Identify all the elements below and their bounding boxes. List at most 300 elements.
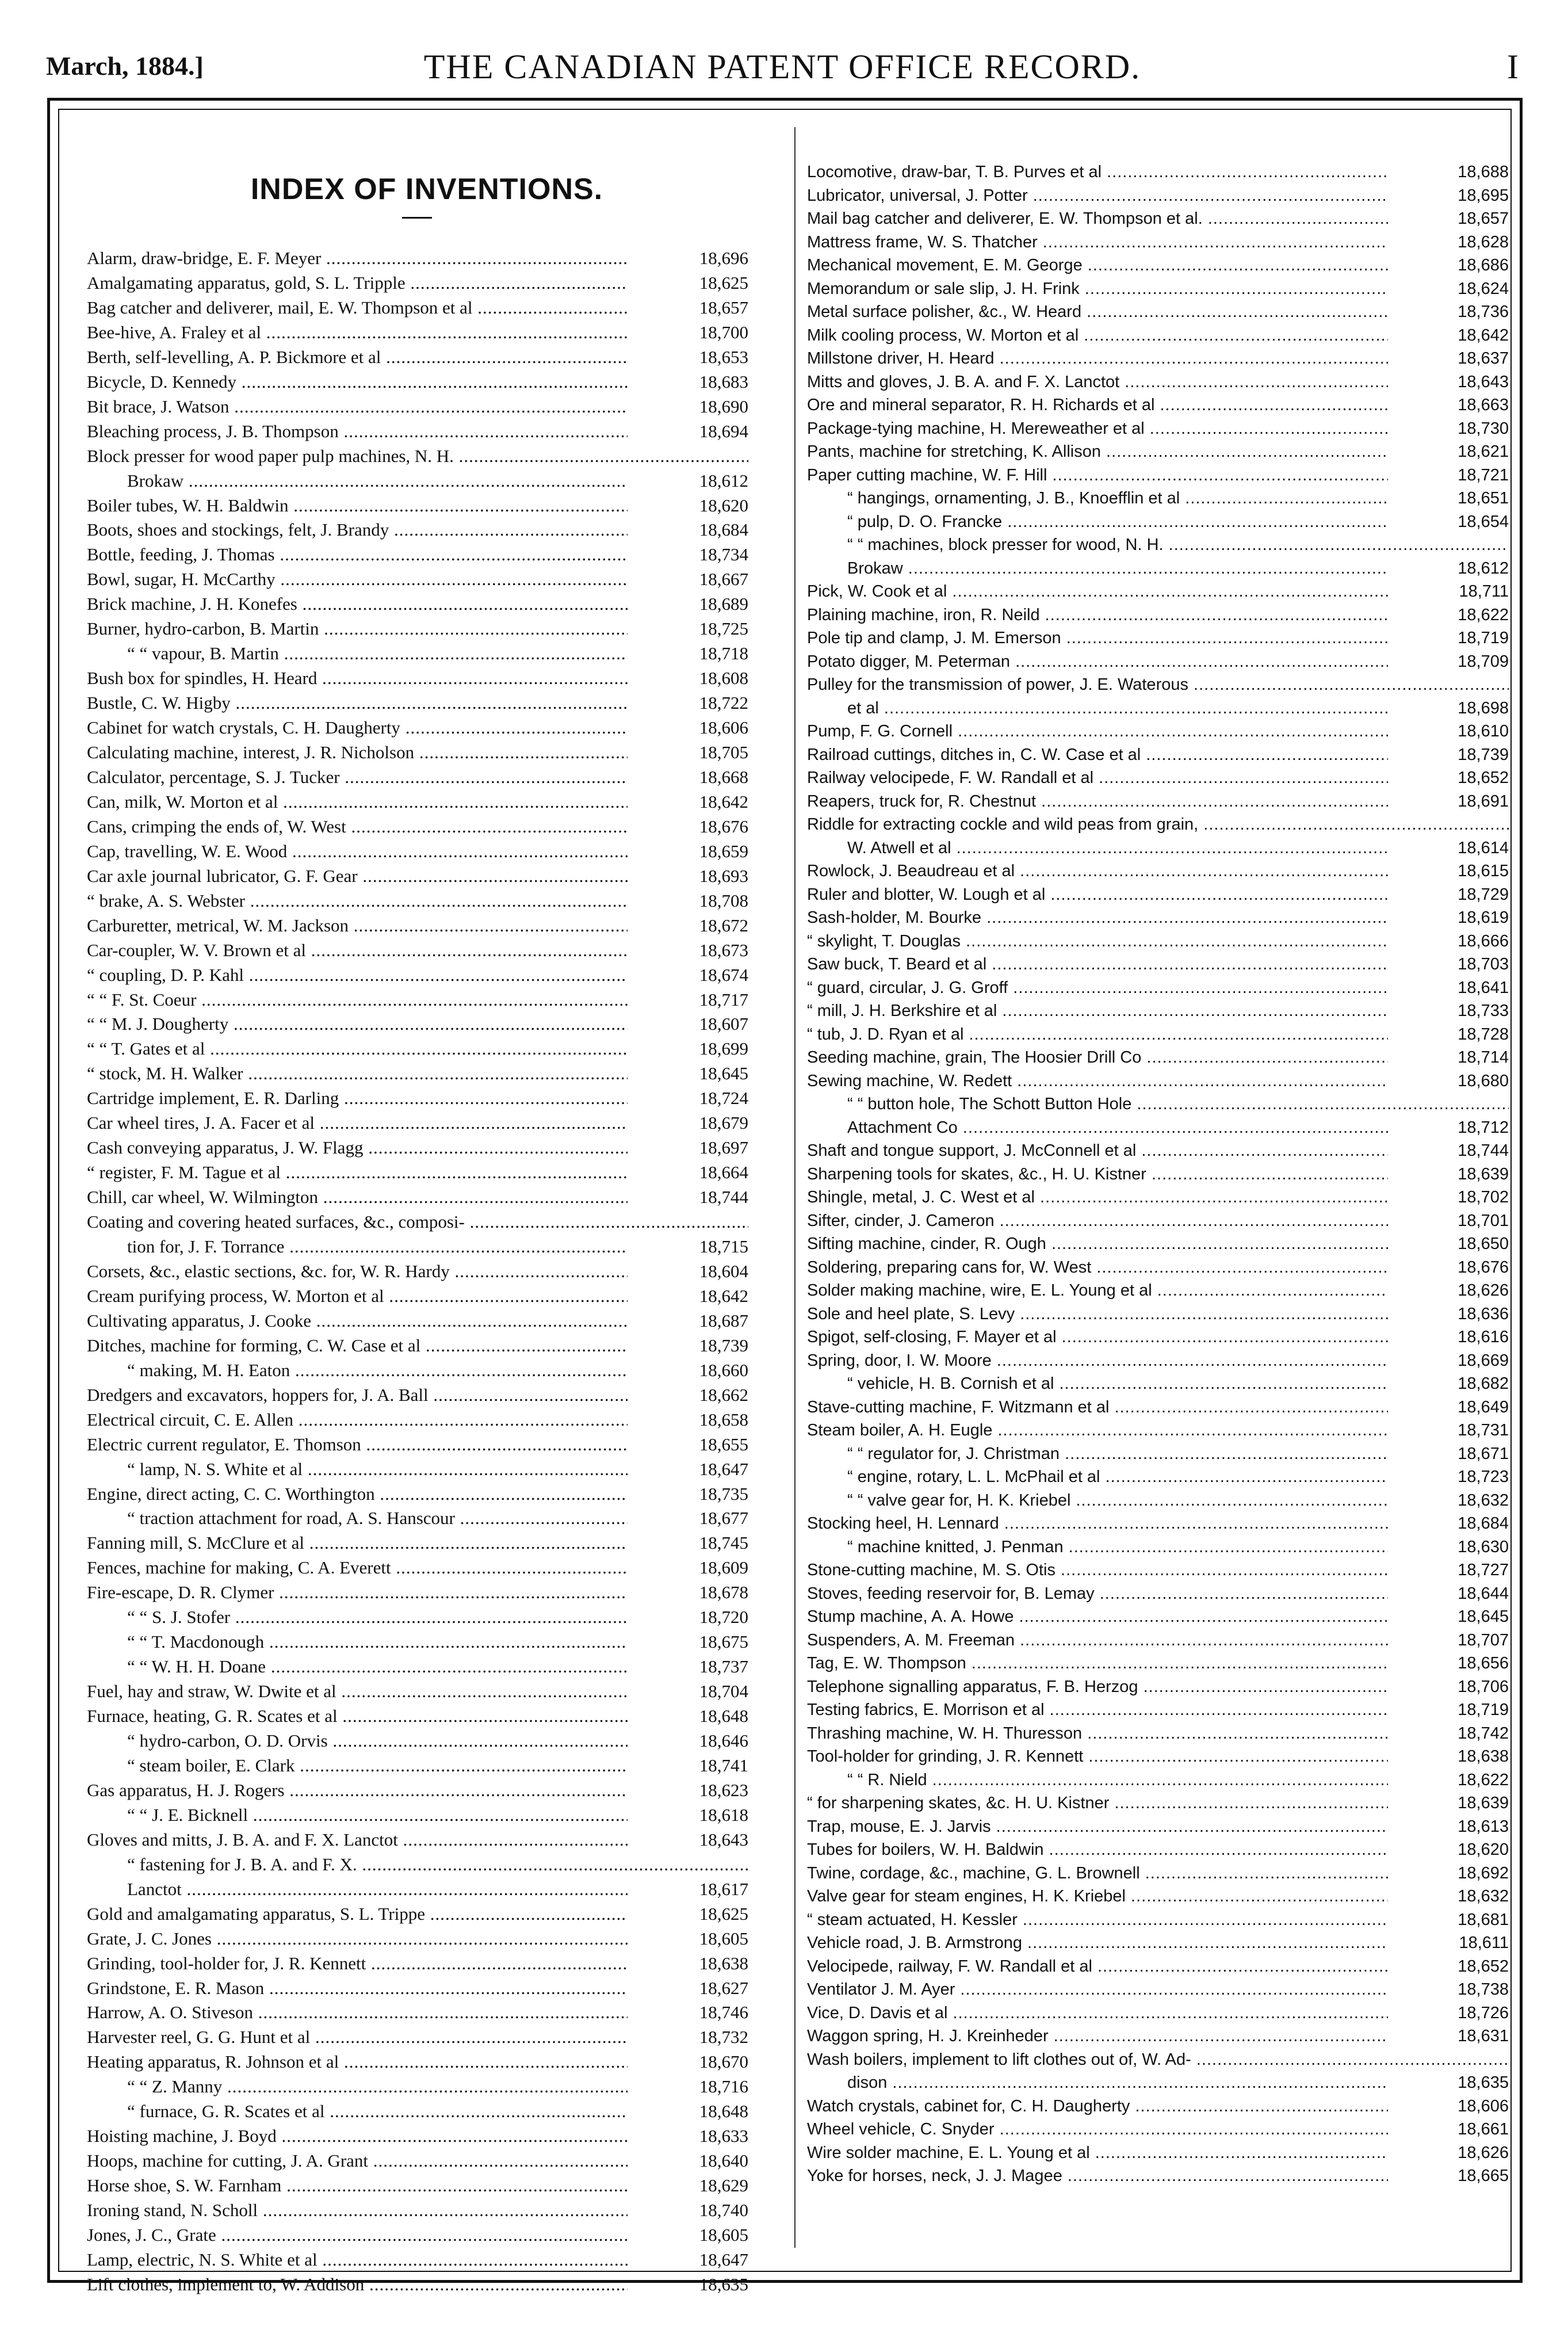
index-entry bbox=[87, 1507, 748, 1530]
entry-text: Fire-escape, D. R. Clymer ..... bbox=[87, 1581, 628, 1604]
entry-text: Car wheel tires, J. A. Facer et al ..... bbox=[87, 1112, 628, 1135]
index-entry bbox=[87, 1210, 748, 1233]
entry-text: Yoke for horses, neck, J. J. Magee ..... bbox=[807, 2164, 1388, 2187]
entry-text: Steam boiler, A. H. Eugle ..... bbox=[807, 1419, 1388, 1442]
entry-text: dison ..... bbox=[847, 2071, 1388, 2094]
patent-number: 18,746 bbox=[699, 2002, 748, 2023]
entry-text: Metal surface polisher, &c., W. Heard ..... bbox=[807, 300, 1388, 323]
patent-number: 18,647 bbox=[699, 2249, 748, 2270]
patent-number: 18,691 bbox=[1458, 792, 1509, 811]
patent-number: 18,643 bbox=[699, 1829, 748, 1850]
index-entry bbox=[807, 1489, 1509, 1512]
index-entry bbox=[87, 568, 748, 591]
entry-text: “ brake, A. S. Webster ..... bbox=[87, 889, 628, 912]
index-entry bbox=[807, 1908, 1509, 1931]
entry-text: Grindstone, E. R. Mason ..... bbox=[87, 1977, 628, 2000]
patent-number: 18,610 bbox=[1458, 722, 1509, 740]
index-entry bbox=[87, 1952, 748, 1975]
index-entry bbox=[807, 231, 1509, 254]
patent-number: 18,651 bbox=[1458, 489, 1509, 507]
entry-text: “ furnace, G. R. Scates et al ..... bbox=[127, 2100, 628, 2123]
patent-number: 18,700 bbox=[699, 322, 748, 342]
patent-number: 18,717 bbox=[699, 989, 748, 1010]
index-entry bbox=[87, 1606, 748, 1629]
patent-number: 18,684 bbox=[1458, 1514, 1509, 1533]
patent-number: 18,606 bbox=[1458, 2096, 1509, 2115]
index-entry bbox=[807, 930, 1509, 953]
title-rule bbox=[402, 217, 432, 219]
index-entry bbox=[87, 1977, 748, 2000]
index-entry bbox=[807, 1769, 1509, 1792]
entry-text: Bleaching process, J. B. Thompson ..... bbox=[87, 420, 628, 443]
index-entry bbox=[87, 1779, 748, 1802]
patent-number: 18,702 bbox=[1458, 1188, 1509, 1206]
index-entry bbox=[807, 510, 1509, 533]
patent-number: 18,645 bbox=[699, 1063, 748, 1084]
entry-text: Sifting machine, cinder, R. Ough ..... bbox=[807, 1232, 1388, 1255]
patent-number: 18,612 bbox=[699, 470, 748, 491]
page-frame bbox=[47, 98, 1523, 2294]
patent-number: 18,664 bbox=[699, 1162, 748, 1183]
patent-number: 18,741 bbox=[699, 1755, 748, 1775]
patent-number: 18,621 bbox=[1458, 442, 1509, 461]
index-entry bbox=[807, 1023, 1509, 1046]
patent-number: 18,619 bbox=[1458, 908, 1509, 927]
patent-number: 18,614 bbox=[1458, 838, 1509, 857]
index-entry bbox=[87, 2100, 748, 2123]
index-entry bbox=[87, 1384, 748, 1407]
entry-text: Saw buck, T. Beard et al ..... bbox=[807, 953, 1388, 976]
index-entry bbox=[87, 420, 748, 443]
entry-text: Wire solder machine, E. L. Young et al ..... bbox=[807, 2141, 1388, 2164]
entry-text: “ guard, circular, J. G. Groff ..... bbox=[807, 976, 1388, 999]
entry-text: Gloves and mitts, J. B. A. and F. X. Lanctot ..... bbox=[87, 1828, 628, 1851]
patent-number: 18,676 bbox=[699, 816, 748, 837]
patent-number: 18,605 bbox=[699, 2225, 748, 2245]
index-entry bbox=[87, 1878, 748, 1901]
entry-text: Attachment Co ..... bbox=[847, 1116, 1388, 1139]
index-entry bbox=[87, 2075, 748, 2098]
patent-number: 18,643 bbox=[1458, 372, 1509, 391]
index-entry bbox=[87, 2125, 748, 2148]
patent-number: 18,626 bbox=[1458, 1281, 1509, 1300]
patent-number: 18,696 bbox=[699, 248, 748, 268]
index-entry bbox=[87, 1655, 748, 1678]
patent-number: 18,673 bbox=[699, 939, 748, 960]
index-entry bbox=[807, 1582, 1509, 1605]
index-entry bbox=[807, 254, 1509, 277]
entry-text: et al ..... bbox=[847, 697, 1388, 720]
patent-number: 18,642 bbox=[1458, 326, 1509, 345]
index-entry bbox=[87, 840, 748, 863]
index-entry bbox=[87, 1458, 748, 1481]
patent-number: 18,727 bbox=[1458, 1561, 1509, 1579]
index-entry bbox=[87, 964, 748, 987]
entry-text: Berth, self-levelling, A. P. Bickmore et al ..... bbox=[87, 346, 628, 369]
entry-text: Heating apparatus, R. Johnson et al ..... bbox=[87, 2050, 628, 2073]
entry-text: Paper cutting machine, W. F. Hill ..... bbox=[807, 464, 1388, 487]
index-entry bbox=[807, 394, 1509, 417]
entry-text: Trap, mouse, E. J. Jarvis ..... bbox=[807, 1815, 1388, 1838]
patent-number: 18,618 bbox=[699, 1804, 748, 1825]
entry-text: “ “ R. Nield ..... bbox=[847, 1769, 1388, 1792]
index-entry bbox=[807, 1349, 1509, 1372]
entry-text: Hoisting machine, J. Boyd ..... bbox=[87, 2125, 628, 2148]
index-entry bbox=[87, 1037, 748, 1060]
page-header bbox=[46, 48, 1519, 97]
index-entry bbox=[87, 617, 748, 640]
patent-number: 18,607 bbox=[699, 1014, 748, 1034]
patent-number: 18,622 bbox=[1458, 1770, 1509, 1789]
index-entry bbox=[87, 1013, 748, 1036]
entry-text: Milk cooling process, W. Morton et al ..... bbox=[807, 324, 1388, 347]
entry-text: Chill, car wheel, W. Wilmington ..... bbox=[87, 1186, 628, 1209]
patent-number: 18,722 bbox=[699, 693, 748, 713]
patent-number: 18,630 bbox=[1458, 1537, 1509, 1556]
index-entry bbox=[807, 1326, 1509, 1349]
entry-text: “ tub, J. D. Ryan et al ..... bbox=[807, 1023, 1388, 1046]
patent-number: 18,697 bbox=[699, 1137, 748, 1158]
index-entry bbox=[87, 469, 748, 492]
entry-text: Calculating machine, interest, J. R. Nicholson ..... bbox=[87, 741, 628, 764]
entry-text: Bowl, sugar, H. McCarthy ..... bbox=[87, 568, 628, 591]
patent-number: 18,626 bbox=[1458, 2143, 1509, 2162]
index-entry bbox=[807, 1745, 1509, 1768]
entry-text: Riddle for extracting cockle and wild peas from grain, ..... bbox=[807, 813, 1509, 836]
entry-text: Ore and mineral separator, R. H. Richards et al ..... bbox=[807, 394, 1388, 417]
page-number: I bbox=[1507, 48, 1519, 86]
entry-text: Bee-hive, A. Fraley et al ..... bbox=[87, 321, 628, 344]
patent-number: 18,738 bbox=[1458, 1980, 1509, 1999]
index-entry bbox=[807, 1675, 1509, 1698]
patent-number: 18,731 bbox=[1458, 1421, 1509, 1439]
patent-number: 18,613 bbox=[1458, 1817, 1509, 1836]
patent-number: 18,681 bbox=[1458, 1910, 1509, 1929]
entry-text: “ “ F. St. Coeur ..... bbox=[87, 988, 628, 1011]
index-entry bbox=[807, 533, 1509, 556]
patent-number: 18,609 bbox=[699, 1557, 748, 1578]
patent-number: 18,671 bbox=[1458, 1444, 1509, 1463]
patent-number: 18,656 bbox=[1458, 1654, 1509, 1672]
index-entry bbox=[87, 1235, 748, 1258]
index-entry bbox=[87, 889, 748, 912]
entry-text: Harrow, A. O. Stiveson ..... bbox=[87, 2001, 628, 2024]
entry-text: “ for sharpening skates, &c. H. U. Kistner ..... bbox=[807, 1792, 1388, 1815]
entry-text: “ “ Z. Manny ..... bbox=[127, 2075, 628, 2098]
index-entry bbox=[87, 518, 748, 541]
patent-number: 18,654 bbox=[1458, 512, 1509, 531]
patent-number: 18,629 bbox=[699, 2175, 748, 2196]
patent-number: 18,719 bbox=[1458, 1701, 1509, 1719]
entry-text: Ironing stand, N. Scholl ..... bbox=[87, 2199, 628, 2222]
patent-number: 18,652 bbox=[1458, 769, 1509, 787]
patent-number: 18,739 bbox=[1458, 745, 1509, 764]
patent-number: 18,728 bbox=[1458, 1025, 1509, 1044]
index-title: INDEX OF INVENTIONS. bbox=[250, 173, 603, 206]
patent-number: 18,711 bbox=[1459, 582, 1509, 601]
index-entry bbox=[807, 999, 1509, 1022]
entry-text: Railroad cuttings, ditches in, C. W. Case et al ..... bbox=[807, 743, 1388, 766]
index-entry bbox=[87, 766, 748, 789]
patent-number: 18,662 bbox=[699, 1384, 748, 1405]
patent-number: 18,708 bbox=[699, 890, 748, 911]
index-entry bbox=[87, 1408, 748, 1431]
entry-text: “ pulp, D. O. Francke ..... bbox=[847, 510, 1388, 533]
entry-text: Pants, machine for stretching, K. Allison ..... bbox=[807, 440, 1388, 463]
journal-title: THE CANADIAN PATENT OFFICE RECORD. bbox=[423, 48, 1141, 86]
patent-number: 18,611 bbox=[1459, 1934, 1509, 1952]
entry-text: Hoops, machine for cutting, J. A. Grant ..... bbox=[87, 2149, 628, 2172]
entry-text: Stoves, feeding reservoir for, B. Lemay ..... bbox=[807, 1582, 1388, 1605]
patent-number: 18,705 bbox=[699, 742, 748, 762]
entry-text: “ stock, M. H. Walker ..... bbox=[87, 1062, 628, 1085]
patent-number: 18,633 bbox=[699, 2126, 748, 2147]
entry-text: Velocipede, railway, F. W. Randall et al ..... bbox=[807, 1955, 1388, 1978]
index-entry bbox=[87, 692, 748, 715]
entry-text: Bottle, feeding, J. Thomas ..... bbox=[87, 543, 628, 566]
entry-text: Locomotive, draw-bar, T. B. Purves et al ..... bbox=[807, 161, 1388, 184]
index-entry bbox=[87, 395, 748, 418]
entry-text: Thrashing machine, W. H. Thuresson ..... bbox=[807, 1722, 1388, 1745]
index-entry bbox=[87, 2174, 748, 2197]
index-entry bbox=[87, 321, 748, 344]
index-entry bbox=[807, 1559, 1509, 1582]
index-entry bbox=[807, 1419, 1509, 1442]
entry-text: Brick machine, J. H. Konefes ..... bbox=[87, 593, 628, 616]
patent-number: 18,628 bbox=[1458, 232, 1509, 251]
entry-text: Furnace, heating, G. R. Scates et al ..... bbox=[87, 1705, 628, 1728]
index-entry bbox=[807, 1209, 1509, 1232]
patent-number: 18,631 bbox=[1458, 2027, 1509, 2045]
index-entry bbox=[807, 1885, 1509, 1908]
entry-text: “ coupling, D. P. Kahl ..... bbox=[87, 964, 628, 987]
entry-text: Calculator, percentage, S. J. Tucker ..... bbox=[87, 766, 628, 789]
patent-number: 18,638 bbox=[699, 1953, 748, 1973]
index-entry bbox=[807, 976, 1509, 999]
inner-frame bbox=[58, 109, 1512, 2294]
patent-number: 18,627 bbox=[699, 1977, 748, 1998]
patent-number: 18,715 bbox=[699, 1236, 748, 1256]
index-entry bbox=[807, 1722, 1509, 1745]
entry-text: Sole and heel plate, S. Levy ..... bbox=[807, 1303, 1388, 1326]
patent-number: 18,652 bbox=[1458, 1957, 1509, 1976]
patent-number: 18,745 bbox=[699, 1533, 748, 1553]
entry-text: Ventilator J. M. Ayer ..... bbox=[807, 1978, 1388, 2001]
index-entry bbox=[87, 272, 748, 295]
entry-text: “ making, M. H. Eaton ..... bbox=[127, 1359, 628, 1382]
patent-number: 18,723 bbox=[1458, 1468, 1509, 1486]
entry-text: Bit brace, J. Watson ..... bbox=[87, 395, 628, 418]
patent-number: 18,641 bbox=[1458, 978, 1509, 997]
index-entry bbox=[87, 1334, 748, 1357]
entry-text: “ “ M. J. Dougherty ..... bbox=[87, 1013, 628, 1036]
entry-text: Burner, hydro-carbon, B. Martin ..... bbox=[87, 617, 628, 640]
index-entry bbox=[807, 1442, 1509, 1465]
patent-number: 18,622 bbox=[1458, 605, 1509, 624]
index-entry bbox=[807, 1046, 1509, 1069]
entry-text: Electric current regulator, E. Thomson ..... bbox=[87, 1433, 628, 1456]
entry-text: “ “ T. Macdonough ..... bbox=[127, 1630, 628, 1653]
index-entry bbox=[87, 543, 748, 566]
entry-text: Fuel, hay and straw, W. Dwite et al ..... bbox=[87, 1680, 628, 1703]
index-entry bbox=[807, 440, 1509, 463]
patent-number: 18,625 bbox=[699, 272, 748, 293]
index-entry bbox=[807, 2164, 1509, 2187]
patent-number: 18,604 bbox=[699, 1261, 748, 1281]
index-entry bbox=[87, 2248, 748, 2271]
index-entry bbox=[807, 1070, 1509, 1093]
index-entry bbox=[807, 1139, 1509, 1162]
patent-number: 18,734 bbox=[699, 544, 748, 565]
index-entry bbox=[87, 2199, 748, 2222]
patent-number: 18,620 bbox=[699, 495, 748, 515]
patent-number: 18,689 bbox=[699, 594, 748, 614]
patent-number: 18,719 bbox=[1458, 629, 1509, 647]
entry-text: Wheel vehicle, C. Snyder ..... bbox=[807, 2118, 1388, 2141]
patent-number: 18,692 bbox=[1458, 1863, 1509, 1882]
index-entry bbox=[807, 1512, 1509, 1535]
entry-text: “ mill, J. H. Berkshire et al ..... bbox=[807, 999, 1388, 1022]
patent-number: 18,649 bbox=[1458, 1397, 1509, 1416]
patent-number: 18,724 bbox=[699, 1088, 748, 1109]
entry-text: Memorandum or sale slip, J. H. Frink ..... bbox=[807, 277, 1388, 300]
entry-text: Stump machine, A. A. Howe ..... bbox=[807, 1605, 1388, 1628]
entry-text: Car axle journal lubricator, G. F. Gear ..... bbox=[87, 865, 628, 888]
entry-text: Sifter, cinder, J. Cameron ..... bbox=[807, 1209, 1388, 1232]
entry-text: Cash conveying apparatus, J. W. Flagg ..... bbox=[87, 1136, 628, 1159]
entry-text: Stave-cutting machine, F. Witzmann et al ..... bbox=[807, 1396, 1388, 1419]
index-entry bbox=[87, 1062, 748, 1085]
index-entry bbox=[807, 184, 1509, 207]
index-entry bbox=[807, 464, 1509, 487]
patent-number: 18,625 bbox=[699, 1903, 748, 1924]
index-entry bbox=[87, 346, 748, 369]
entry-text: Pump, F. G. Cornell ..... bbox=[807, 720, 1388, 743]
entry-text: Ruler and blotter, W. Lough et al ..... bbox=[807, 883, 1388, 906]
entry-text: Grinding, tool-holder for, J. R. Kennett ..... bbox=[87, 1952, 628, 1975]
index-entry bbox=[807, 277, 1509, 300]
patent-number: 18,682 bbox=[1458, 1374, 1509, 1393]
index-entry bbox=[807, 860, 1509, 883]
entry-text: Grate, J. C. Jones ..... bbox=[87, 1927, 628, 1950]
patent-number: 18,706 bbox=[1458, 1677, 1509, 1696]
entry-text: “ “ button hole, The Schott Button Hole ..... bbox=[847, 1093, 1509, 1116]
patent-number: 18,693 bbox=[699, 865, 748, 886]
entry-text: Telephone signalling apparatus, F. B. Herzog ..... bbox=[807, 1675, 1388, 1698]
patent-number: 18,665 bbox=[1458, 2167, 1509, 2185]
patent-number: 18,635 bbox=[699, 2274, 748, 2294]
entry-text: Cream purifying process, W. Morton et al ..... bbox=[87, 1285, 628, 1308]
patent-number: 18,636 bbox=[1458, 1304, 1509, 1323]
index-entry bbox=[87, 716, 748, 739]
patent-number: 18,729 bbox=[1458, 885, 1509, 904]
patent-number: 18,660 bbox=[699, 1359, 748, 1380]
patent-number: 18,726 bbox=[1458, 2003, 1509, 2022]
entry-text: “ hydro-carbon, O. D. Orvis ..... bbox=[127, 1729, 628, 1752]
patent-number: 18,637 bbox=[1458, 349, 1509, 368]
entry-text: Shaft and tongue support, J. McConnell et al ..... bbox=[807, 1139, 1388, 1162]
index-entry bbox=[87, 2273, 748, 2296]
patent-number: 18,653 bbox=[699, 346, 748, 367]
entry-text: Lanctot ..... bbox=[127, 1878, 628, 1901]
index-entry bbox=[807, 743, 1509, 766]
index-entry bbox=[87, 593, 748, 616]
patent-number: 18,624 bbox=[1458, 279, 1509, 298]
index-entry bbox=[807, 1163, 1509, 1186]
entry-text: Mattress frame, W. S. Thatcher ..... bbox=[807, 231, 1388, 254]
entry-text: “ “ valve gear for, H. K. Kriebel ..... bbox=[847, 1489, 1388, 1512]
index-entry bbox=[807, 1536, 1509, 1559]
patent-number: 18,720 bbox=[699, 1607, 748, 1628]
patent-number: 18,616 bbox=[1458, 1328, 1509, 1346]
entry-text: Sharpening tools for skates, &c., H. U. Kistner ..... bbox=[807, 1163, 1388, 1186]
entry-text: Solder making machine, wire, E. L. Young et al ..... bbox=[807, 1279, 1388, 1302]
entry-text: Lubricator, universal, J. Potter ..... bbox=[807, 184, 1388, 207]
patent-number: 18,736 bbox=[1458, 303, 1509, 321]
patent-number: 18,701 bbox=[1458, 1211, 1509, 1230]
patent-number: 18,742 bbox=[1458, 1724, 1509, 1743]
index-entry bbox=[87, 1087, 748, 1110]
entry-text: Mitts and gloves, J. B. A. and F. X. Lanctot ..... bbox=[807, 371, 1388, 394]
index-entry bbox=[87, 1853, 748, 1876]
index-entry bbox=[87, 296, 748, 319]
index-entry bbox=[87, 1112, 748, 1135]
entry-text: Bustle, C. W. Higby ..... bbox=[87, 692, 628, 715]
entry-text: Cartridge implement, E. R. Darling ..... bbox=[87, 1087, 628, 1110]
patent-number: 18,733 bbox=[1458, 1002, 1509, 1020]
index-entry bbox=[807, 1372, 1509, 1395]
entry-text: Valve gear for steam engines, H. K. Kriebel ..... bbox=[807, 1885, 1388, 1908]
entry-text: tion for, J. F. Torrance ..... bbox=[127, 1235, 628, 1258]
patent-number: 18,683 bbox=[699, 371, 748, 392]
index-entry bbox=[807, 580, 1509, 603]
entry-text: Gold and amalgamating apparatus, S. L. Trippe ..... bbox=[87, 1903, 628, 1926]
index-entry bbox=[807, 1978, 1509, 2001]
entry-text: Harvester reel, G. G. Hunt et al ..... bbox=[87, 2026, 628, 2049]
entry-text: Pick, W. Cook et al ..... bbox=[807, 580, 1388, 603]
entry-text: Ditches, machine for forming, C. W. Case et al ..... bbox=[87, 1334, 628, 1357]
patent-number: 18,648 bbox=[699, 1706, 748, 1727]
entry-text: Seeding machine, grain, The Hoosier Drill Co ..... bbox=[807, 1046, 1388, 1069]
patent-number: 18,699 bbox=[699, 1038, 748, 1059]
entry-text: Sewing machine, W. Redett ..... bbox=[807, 1070, 1388, 1093]
entry-text: Package-tying machine, H. Mereweather et al ..... bbox=[807, 417, 1388, 440]
index-entry bbox=[807, 766, 1509, 789]
patent-number: 18,638 bbox=[1458, 1747, 1509, 1766]
patent-number: 18,688 bbox=[1458, 163, 1509, 181]
index-entry bbox=[807, 2071, 1509, 2094]
entry-text: Brokaw ..... bbox=[127, 469, 628, 492]
index-entry bbox=[87, 988, 748, 1011]
entry-text: “ register, F. M. Tague et al ..... bbox=[87, 1161, 628, 1184]
entry-text: Mechanical movement, E. M. George ..... bbox=[807, 254, 1388, 277]
index-entry bbox=[87, 2149, 748, 2172]
index-entry bbox=[807, 1931, 1509, 1954]
entry-text: Sash-holder, M. Bourke ..... bbox=[807, 906, 1388, 929]
index-entry bbox=[87, 1556, 748, 1579]
entry-text: Vehicle road, J. B. Armstrong ..... bbox=[807, 1931, 1388, 1954]
patent-number: 18,632 bbox=[1458, 1887, 1509, 1905]
patent-number: 18,642 bbox=[699, 1285, 748, 1306]
index-entry bbox=[87, 371, 748, 394]
entry-text: Gas apparatus, H. J. Rogers ..... bbox=[87, 1779, 628, 1802]
entry-text: Bicycle, D. Kennedy ..... bbox=[87, 371, 628, 394]
index-entry bbox=[807, 557, 1509, 580]
patent-number: 18,737 bbox=[699, 1656, 748, 1677]
entry-text: “ steam boiler, E. Clark ..... bbox=[127, 1754, 628, 1777]
patent-number: 18,744 bbox=[699, 1187, 748, 1208]
entry-text: Stone-cutting machine, M. S. Otis ..... bbox=[807, 1559, 1388, 1582]
